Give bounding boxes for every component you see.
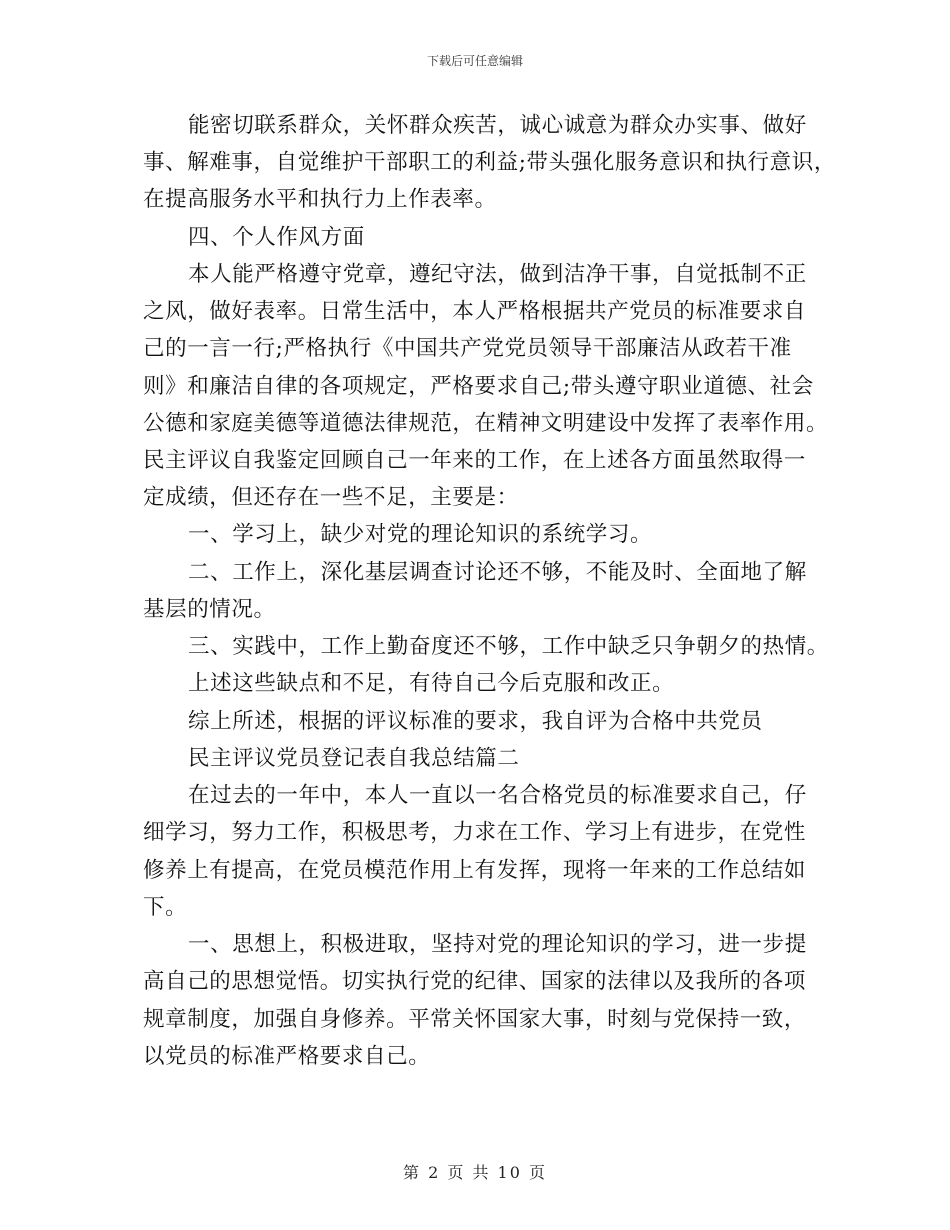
paragraph-line: 本人能严格遵守党章，遵纪守法，做到洁净干事，自觉抵制不正 [188,262,807,287]
paragraph-line: 民主评议自我鉴定回顾自己一年来的工作，在上述各方面虽然取得一 [143,448,807,473]
paragraph-line: 细学习，努力工作，积极思考，力求在工作、学习上有进步，在党性 [143,820,807,845]
paragraph-line: 上述这些缺点和不足，有待自己今后克服和改正。 [188,671,675,696]
paragraph-line: 三、实践中，工作上勤奋度还不够，工作中缺乏只争朝夕的热情。 [188,634,829,659]
paragraph-line: 事、解难事，自觉维护干部职工的利益;带头强化服务意识和执行意识， [143,150,836,175]
paragraph-line: 一、学习上，缺少对党的理论知识的系统学习。 [188,522,653,547]
paragraph-line: 修养上有提高，在党员模范作用上有发挥，现将一年来的工作总结如 [143,858,807,883]
paragraph-line: 在过去的一年中，本人一直以一名合格党员的标准要求自己，仔 [188,783,807,808]
paragraph-line: 二、工作上，深化基层调查讨论还不够，不能及时、全面地了解 [188,560,807,585]
paragraph-line: 以党员的标准严格要求自己。 [143,1044,431,1069]
paragraph-line: 能密切联系群众，关怀群众疾苦，诚心诚意为群众办实事、做好 [188,113,807,138]
page-number-footer: 第 2 页 共 10 页 [403,1163,547,1182]
paragraph-line: 公德和家庭美德等道德法律规范，在精神文明建设中发挥了表率作用。 [143,411,829,436]
paragraph-line: 综上所述，根据的评议标准的要求，我自评为合格中共党员 [188,709,763,734]
paragraph-line: 之风，做好表率。日常生活中，本人严格根据共产党员的标准要求自 [143,299,807,324]
section-heading: 四、个人作风方面 [188,225,365,250]
section-heading: 民主评议党员登记表自我总结篇二 [188,746,520,771]
paragraph-line: 己的一言一行;严格执行《中国共产党党员领导干部廉洁从政若干准 [143,336,792,361]
page-header: 下载后可任意编辑 [426,54,523,68]
paragraph-line: 规章制度，加强自身修养。平常关怀国家大事，时刻与党保持一致， [143,1007,807,1032]
paragraph-line: 则》和廉洁自律的各项规定，严格要求自己;带头遵守职业道德、社会 [143,374,814,399]
paragraph-line: 一、思想上，积极进取，坚持对党的理论知识的学习，进一步提 [188,932,807,957]
paragraph-line: 定成绩，但还存在一些不足，主要是： [143,485,519,510]
paragraph-line: 高自己的思想觉悟。切实执行党的纪律、国家的法律以及我所的各项 [143,969,807,994]
paragraph-line: 下。 [143,895,188,920]
paragraph-line: 基层的情况。 [143,597,276,622]
paragraph-line: 在提高服务水平和执行力上作表率。 [143,187,497,212]
